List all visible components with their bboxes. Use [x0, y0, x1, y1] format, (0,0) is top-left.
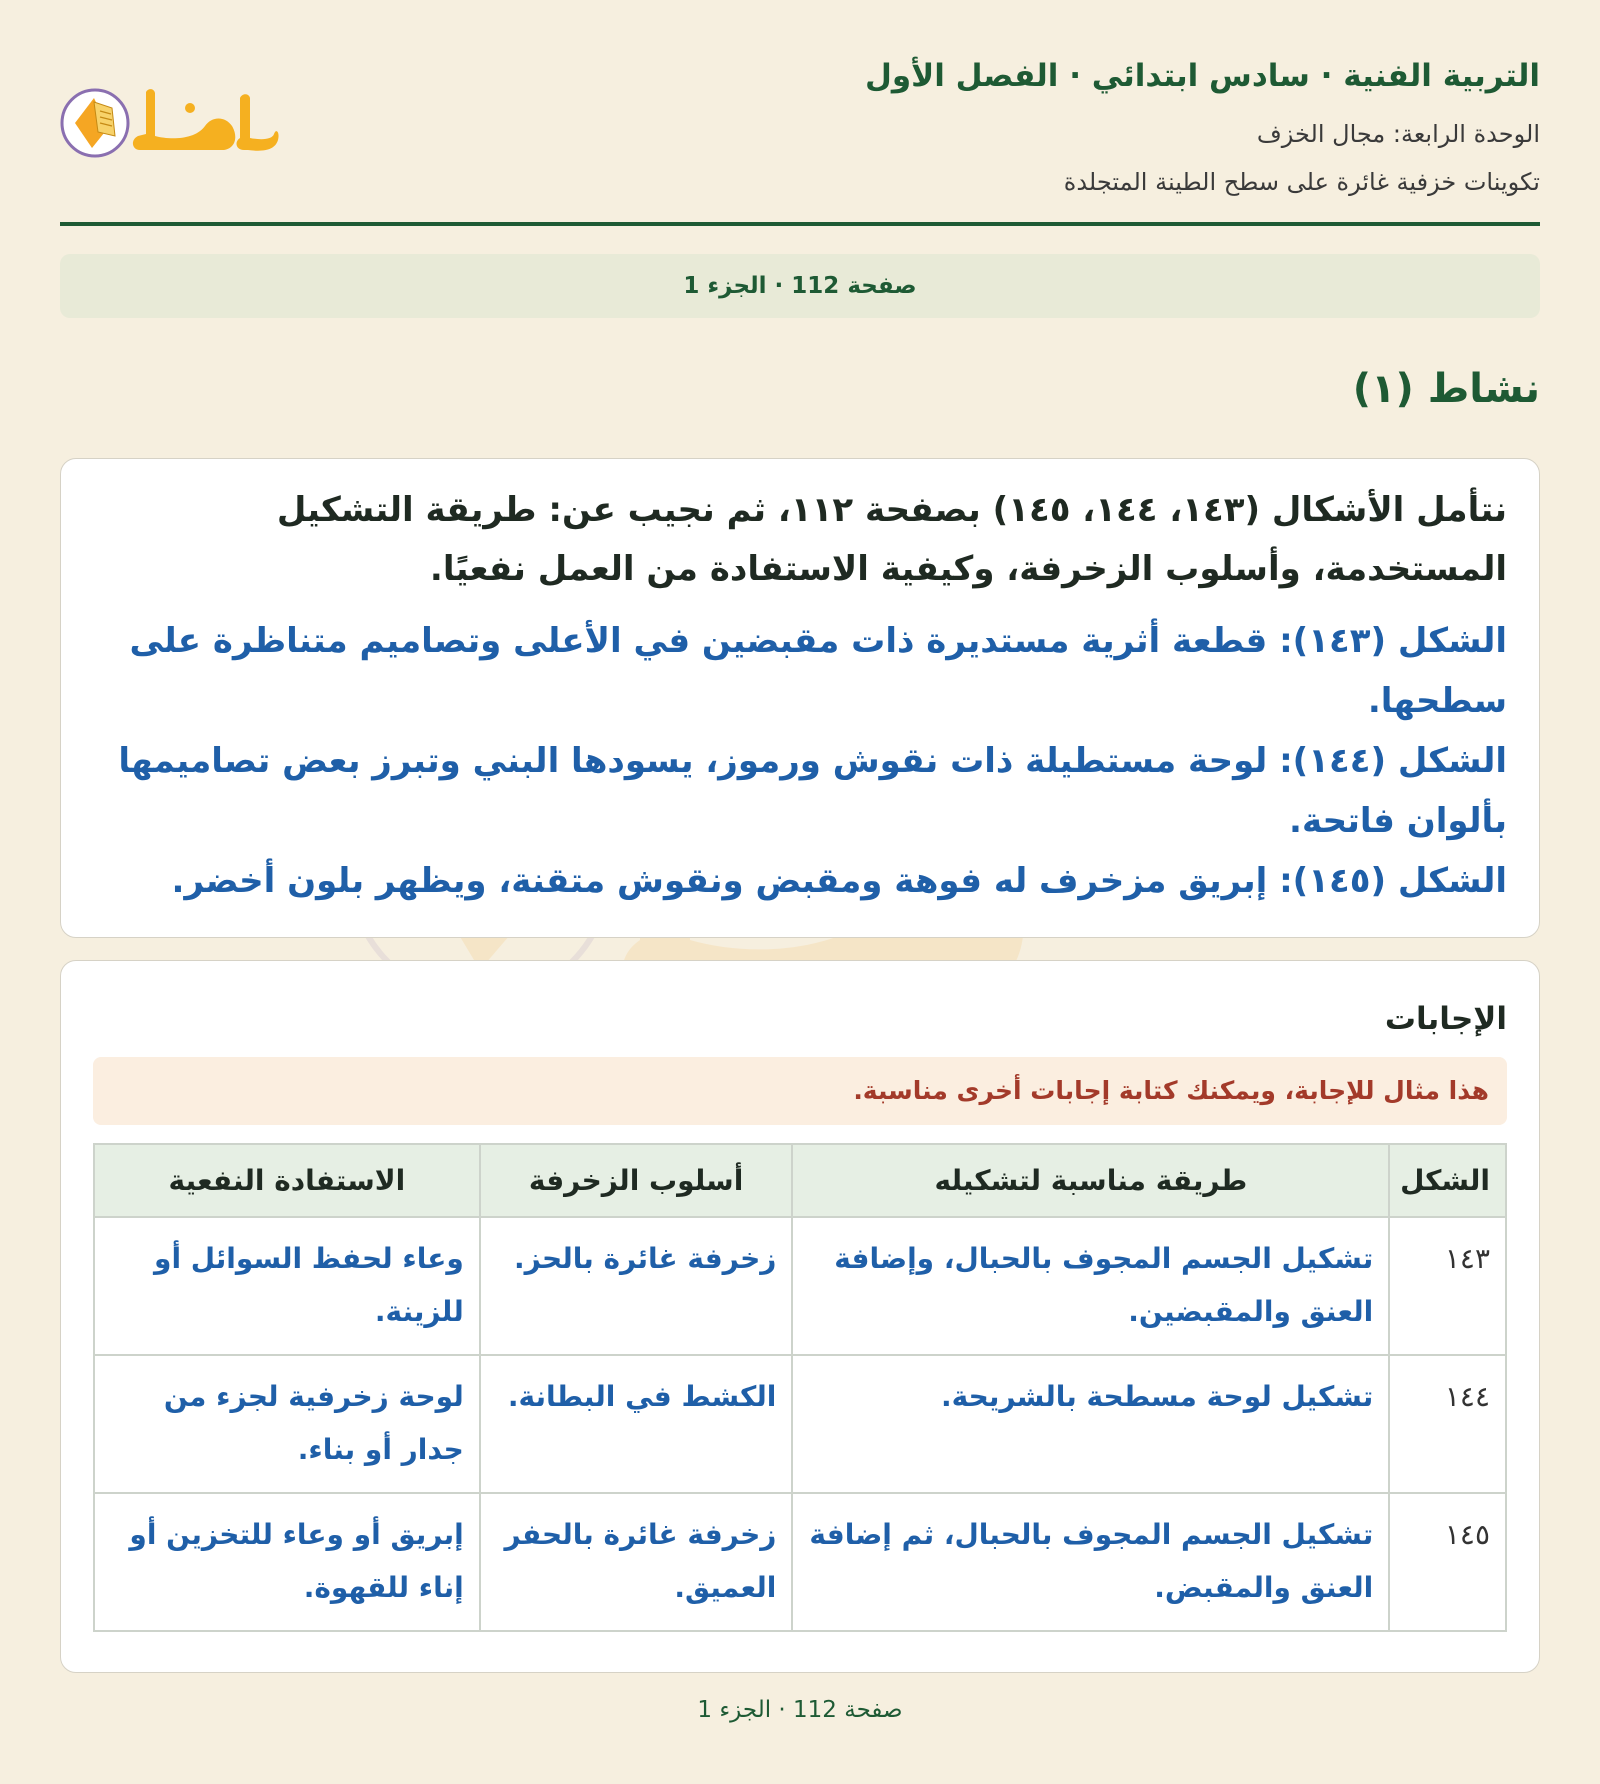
- question-card: [60, 458, 1540, 938]
- hulul-logo[interactable]: [60, 78, 280, 168]
- figure-145-description: الشكل (١٤٥): إبريق مزخرف له فوهة ومقبض ونقوش متقنة، ويظهر بلون أخضر.: [171, 861, 1507, 901]
- cell-shape: ١٤٣: [1389, 1217, 1506, 1355]
- lesson-title: تكوينات خزفية غائرة على سطح الطينة المتجلدة: [1063, 168, 1540, 196]
- cell-use: إبريق أو وعاء للتخزين أو إناء للقهوة.: [94, 1493, 480, 1631]
- table-row: [94, 1217, 1506, 1355]
- page-footer: صفحة 112 · الجزء 1: [697, 1697, 903, 1723]
- question-text: نتأمل الأشكال (١٤٣، ١٤٤، ١٤٥) بصفحة ١١٢، ثم نجيب عن: طريقة التشكيل المستخدمة، وأسلوب الزخرفة، وكيفية الاستفادة من العمل نفعيًا.: [276, 490, 1507, 589]
- cell-use: وعاء لحفظ السوائل أو للزينة.: [94, 1217, 480, 1355]
- page-container: [60, 0, 1540, 1673]
- header-text-block: [865, 52, 1540, 210]
- unit-title: الوحدة الرابعة: مجال الخزف: [1256, 120, 1540, 148]
- figure-143-description: الشكل (١٤٣): قطعة أثرية مستديرة ذات مقبضين في الأعلى وتصاميم متناظرة على سطحها.: [129, 621, 1507, 721]
- cell-use: لوحة زخرفية لجزء من جدار أو بناء.: [94, 1355, 480, 1493]
- figure-144-description: الشكل (١٤٤): لوحة مستطيلة ذات نقوش ورموز، يسودها البني وتبرز بعض تصاميمها بألوان فاتحة.: [118, 741, 1507, 841]
- header-style: أسلوب الزخرفة: [480, 1144, 793, 1217]
- table-row: [94, 1355, 1506, 1493]
- subject-title: التربية الفنية · سادس ابتدائي · الفصل الأول: [864, 58, 1540, 94]
- answers-card: [60, 960, 1540, 1673]
- answers-title: الإجابات: [1384, 1001, 1507, 1037]
- cell-style: زخرفة غائرة بالحفر العميق.: [480, 1493, 793, 1631]
- page-header: [60, 0, 1540, 226]
- cell-style: زخرفة غائرة بالحز.: [480, 1217, 793, 1355]
- answer-note: هذا مثال للإجابة، ويمكنك كتابة إجابات أخرى مناسبة.: [93, 1057, 1507, 1125]
- cell-method: تشكيل الجسم المجوف بالحبال، وإضافة العنق والمقبضين.: [792, 1217, 1389, 1355]
- table-row: [94, 1493, 1506, 1631]
- page-indicator: صفحة 112 · الجزء 1: [60, 254, 1540, 318]
- cell-method: تشكيل الجسم المجوف بالحبال، ثم إضافة العنق والمقبض.: [792, 1493, 1389, 1631]
- header-use: الاستفادة النفعية: [94, 1144, 480, 1217]
- cell-method: تشكيل لوحة مسطحة بالشريحة.: [792, 1355, 1389, 1493]
- header-shape: الشكل: [1389, 1144, 1506, 1217]
- answers-table: [93, 1143, 1507, 1632]
- cell-shape: ١٤٥: [1389, 1493, 1506, 1631]
- cell-style: الكشط في البطانة.: [480, 1355, 793, 1493]
- table-header-row: [94, 1144, 1506, 1217]
- cell-shape: ١٤٤: [1389, 1355, 1506, 1493]
- header-method: طريقة مناسبة لتشكيله: [792, 1144, 1389, 1217]
- activity-title: نشاط (١): [1352, 366, 1540, 412]
